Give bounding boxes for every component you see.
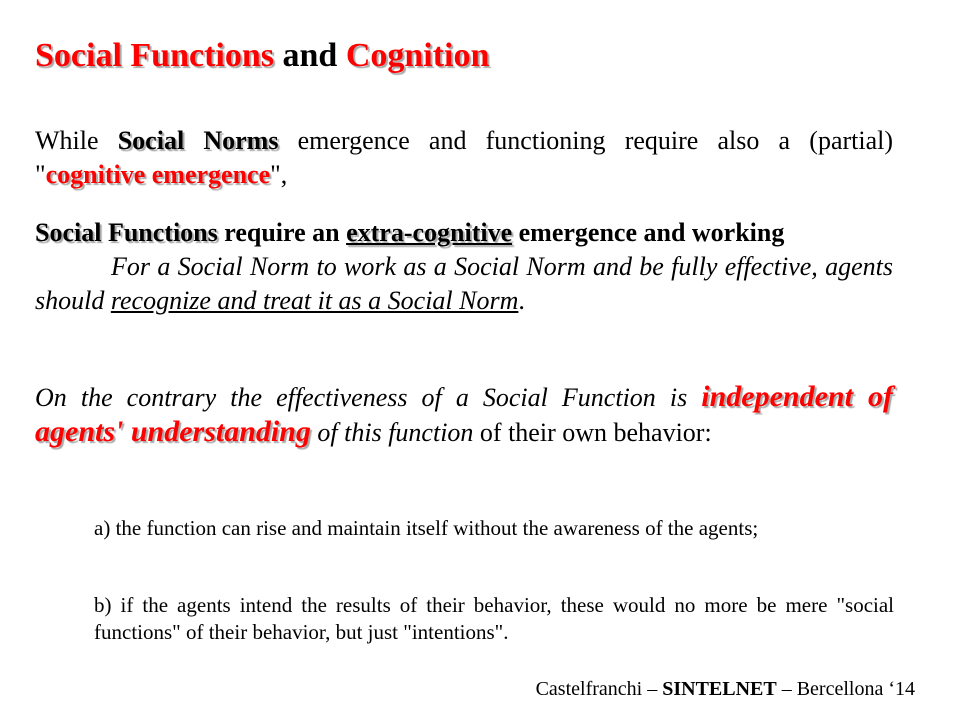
term-extra-cognitive: extra-cognitive xyxy=(346,218,513,247)
term-cognitive-emergence: cognitive emergence xyxy=(45,160,271,189)
p3-italic-1: On the contrary the effectiveness of a Social Function is xyxy=(35,383,702,412)
term-social-functions: Social Functions xyxy=(35,218,218,247)
paragraph-contrary xyxy=(35,380,893,450)
title-and: and xyxy=(273,37,346,74)
p3-text-1: of their own behavior: xyxy=(473,418,712,447)
list-item-a: a) the function can rise and maintain itself without the awareness of the agents; xyxy=(94,516,759,540)
title-cognition: Cognition xyxy=(345,37,490,74)
list-item-b: b) if the agents intend the results of their behavior, these would no more be mere "social functions" of their behavior, but just "intentions". xyxy=(94,593,894,644)
slide-title xyxy=(35,36,489,76)
footer xyxy=(536,676,915,702)
term-social-norms: Social Norms xyxy=(117,126,279,155)
footer-project: SINTELNET xyxy=(662,678,777,700)
p1-text-1: While xyxy=(35,126,118,155)
footer-author: Castelfranchi – xyxy=(535,678,663,700)
p2-italic-1: For a Social Norm to work as a Social Norm and be fully effective, agents should xyxy=(35,252,893,315)
paragraph-social-functions xyxy=(35,216,893,318)
p2-text-1: require an xyxy=(217,218,347,247)
p2-text-2: emergence and working xyxy=(512,218,785,247)
p2-italic-underlined: recognize and treat it as a Social Norm xyxy=(110,286,519,315)
p2-italic-2: . xyxy=(518,286,525,315)
p1-text-2: emergence and functioning require also a (partial) " xyxy=(35,126,894,189)
footer-event: – Bercellona ‘14 xyxy=(776,678,915,700)
term-independent-understanding: independent of agents' understanding xyxy=(35,380,893,448)
p1-text-3: ", xyxy=(270,160,288,189)
paragraph-social-norms xyxy=(35,124,893,192)
title-social-functions: Social Functions xyxy=(35,37,274,74)
p3-italic-2: of this function xyxy=(310,418,474,447)
